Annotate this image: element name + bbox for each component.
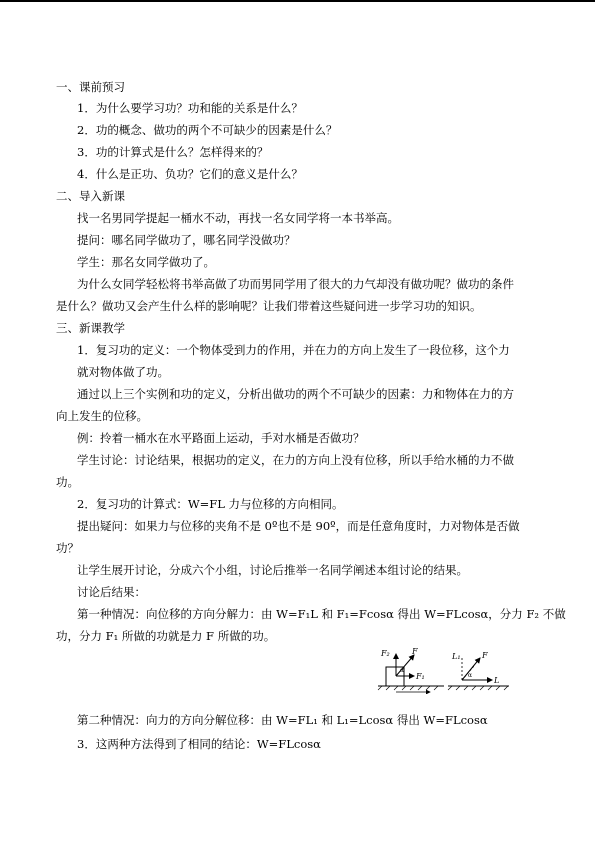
paragraph: 学生讨论：讨论结果，根据功的定义，在力的方向上没有位移，所以手给水桶的力不做	[77, 453, 514, 467]
question-1: 1．为什么要学习功？功和能的关系是什么？	[77, 101, 303, 115]
paragraph: 提出疑问：如果力与位移的夹角不是 0º也不是 90º，而是任意角度时，力对物体是否做	[77, 519, 520, 533]
question-3: 3．功的计算式是什么？怎样得来的？	[77, 145, 269, 159]
paragraph-continued: 向上发生的位移。	[56, 409, 148, 423]
paragraph: 找一名男同学提起一桶水不动，再找一名女同学将一本书举高。	[77, 211, 399, 225]
question-4: 4．什么是正功、负功？它们的意义是什么？	[77, 167, 303, 181]
paragraph: 2．复习功的计算式：W=FL 力与位移的方向相同。	[77, 497, 344, 511]
question-2: 2．功的概念、做功的两个不可缺少的因素是什么？	[77, 123, 338, 137]
paragraph-continued: 就对物体做了功。	[77, 365, 169, 379]
paragraph-continued: 功？	[56, 541, 79, 555]
paragraph: 为什么女同学轻松将书举高做了功而男同学用了很大的力气却没有做功呢？做功的条件	[77, 277, 514, 291]
paragraph: 第二种情况：向力的方向分解位移：由 W=FL₁ 和 L₁=Lcosα 得出 W=FLcosα	[77, 713, 488, 727]
paragraph: 提问：哪名同学做功了，哪名同学没做功？	[77, 233, 296, 247]
section-heading: 三、新课教学	[56, 321, 125, 335]
paragraph-continued: 功，分力 F₁ 所做的功就是力 F 所做的功。	[56, 629, 276, 643]
paragraph-continued: 功。	[56, 475, 79, 489]
label-F-right: F	[482, 651, 488, 660]
paragraph: 通过以上三个实例和功的定义，分析出做功的两个不可缺少的因素：力和物体在力的方	[77, 387, 514, 401]
label-alpha: α	[400, 667, 405, 674]
paragraph: 让学生展开讨论，分成六个小组，讨论后推举一名同学阐述本组讨论的结果。	[77, 563, 468, 577]
label-F2: F₂	[381, 649, 390, 658]
label-alpha-right: α	[468, 672, 473, 679]
paragraph: 学生：那名女同学做功了。	[77, 255, 215, 269]
label-F1: F₁	[416, 672, 425, 681]
header-rule	[0, 0, 595, 2]
label-L1: L₁	[452, 652, 461, 661]
paragraph-continued: 是什么？做功又会产生什么样的影响呢？让我们带着这些疑问进一步学习功的知识。	[56, 299, 482, 313]
label-L: L	[494, 676, 500, 685]
paragraph: 讨论后结果：	[77, 585, 146, 599]
paragraph: 3．这两种方法得到了相同的结论：W=FLcosα	[77, 737, 321, 751]
paragraph: 第一种情况：向位移的方向分解力：由 W=F₁L 和 F₁=Fcosα 得出 W=FLcosα，分力 F₂ 不做	[77, 607, 566, 621]
force-decomposition-diagram	[376, 646, 511, 694]
section-heading: 一、课前预习	[56, 80, 125, 94]
paragraph: 1．复习功的定义：一个物体受到力的作用，并在力的方向上发生了一段位移，这个力	[77, 343, 510, 357]
section-heading: 二、导入新课	[56, 189, 125, 203]
label-F: F	[412, 647, 418, 656]
paragraph: 例：拎着一桶水在水平路面上运动，手对水桶是否做功？	[77, 431, 365, 445]
